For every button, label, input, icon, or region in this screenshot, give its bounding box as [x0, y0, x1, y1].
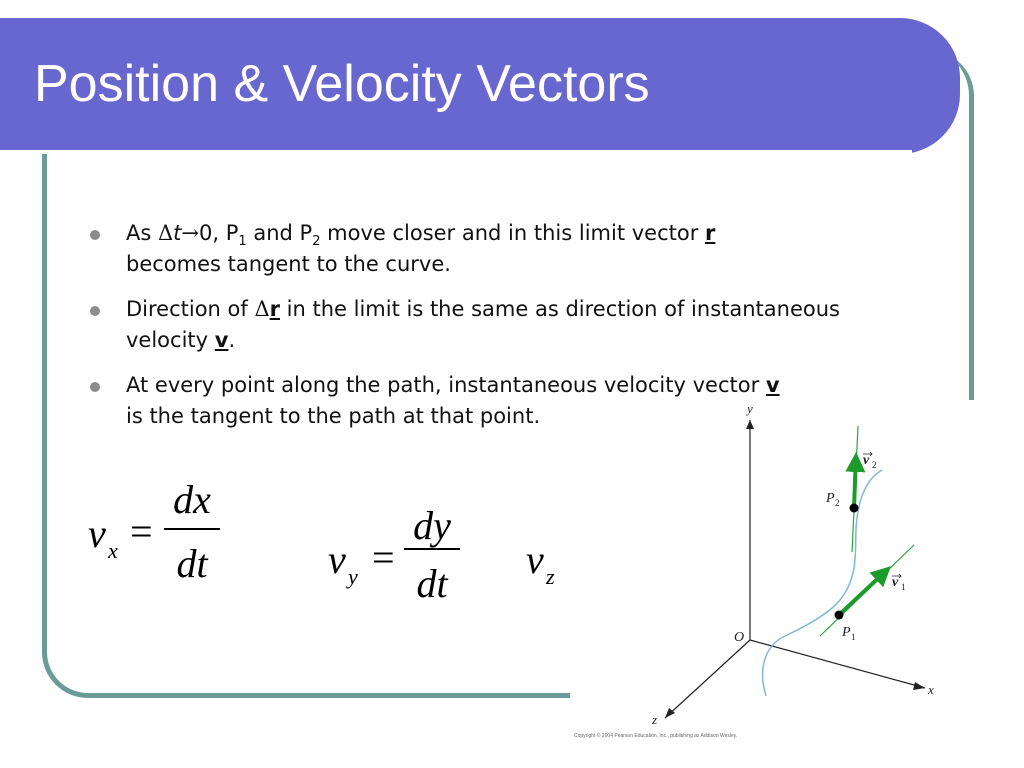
v2-label: v [863, 453, 870, 468]
p2-label: P [826, 491, 835, 506]
velocity-diagram [570, 400, 974, 746]
v1-label: v [892, 575, 899, 590]
origin-label: O [734, 630, 745, 645]
bullet-item-3: At every point along the path, instantaneous velocity vector v is the tangent to the path at that point. [88, 370, 918, 432]
bullet-item-1: As Δt→0, $P_1$ and $P_2$ move closer and in this limit vector r becomes tangent to the curve. [88, 218, 918, 280]
v2-subscript: 2 [872, 460, 877, 470]
equation-vy: v y = dy dt [328, 506, 468, 616]
velocity-vector-1 [839, 569, 888, 615]
x-axis-arrowhead [913, 682, 925, 690]
velocity-figure [570, 400, 974, 746]
point-p1 [835, 611, 844, 620]
y-axis-label: y [747, 401, 753, 416]
y-axis-arrowhead [746, 420, 754, 429]
z-axis [665, 640, 750, 718]
fraction-bar [404, 548, 460, 550]
p2-subscript: 2 [835, 498, 840, 508]
bullet-dot [90, 306, 100, 316]
trajectory-curve [763, 470, 882, 696]
equation-vx: v x = dx dt [88, 480, 228, 590]
equation-vz: v z [526, 506, 666, 616]
v1-subscript: 1 [901, 582, 906, 592]
point-p2 [850, 504, 859, 513]
bullet-item-2: Direction of Δr in the limit is the same as direction of instantaneous velocity v. [88, 294, 918, 356]
p1-label: P [842, 625, 851, 640]
fraction-bar [164, 528, 220, 530]
p1-subscript: 1 [851, 632, 856, 642]
bullet-dot [90, 230, 100, 240]
x-axis-label: x [928, 682, 934, 697]
x-axis [750, 640, 925, 688]
z-axis-label: z [652, 712, 658, 727]
bullet-dot [90, 382, 100, 392]
copyright-note: Copyright © 2004 Pearson Education, Inc., publishing as Addison Wesley. [574, 733, 738, 739]
title-bar [0, 18, 960, 154]
slide-title: Position & Velocity Vectors [34, 55, 650, 113]
velocity-vector-2 [854, 456, 856, 508]
title-rule [0, 150, 912, 154]
